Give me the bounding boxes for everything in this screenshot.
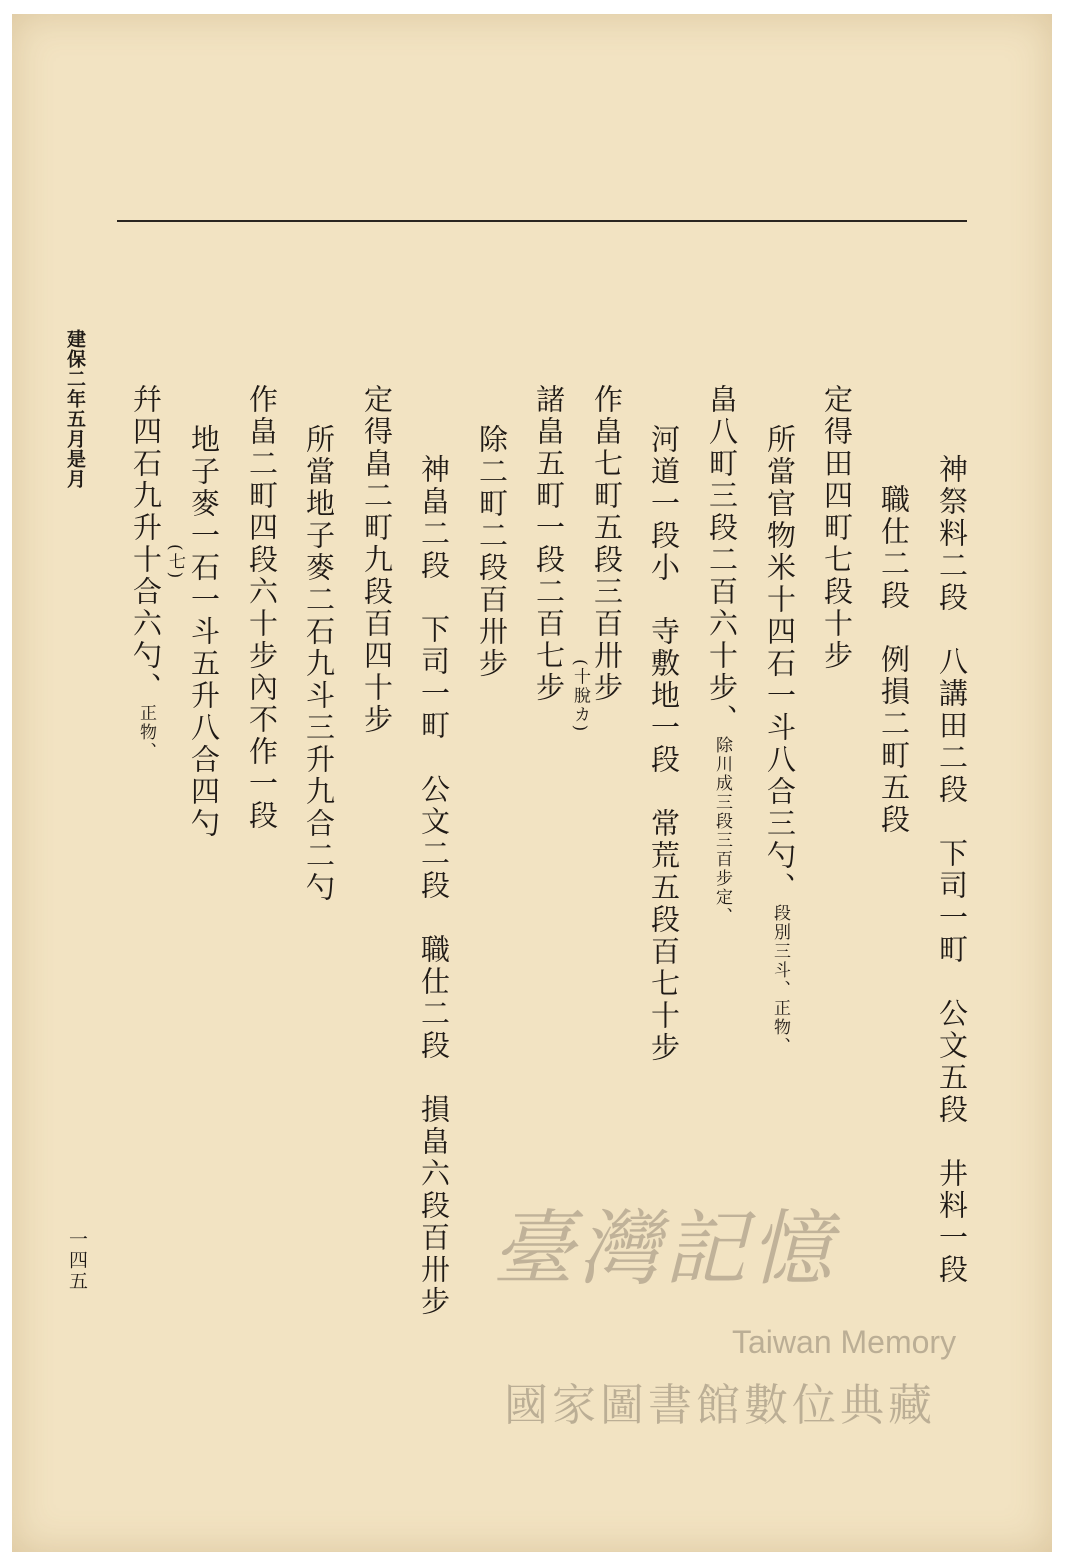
document-page xyxy=(12,14,1052,1552)
text-column-5: 畠八町三段二百六十步、除川成三段三百步定、 xyxy=(705,384,739,926)
watermark xyxy=(492,1184,1012,1444)
page-number: 一四五 xyxy=(66,1229,88,1292)
text-column-1: 神祭料二段 八講田二段 下司一町 公文五段 井料一段 xyxy=(935,454,969,1286)
watermark-english: Taiwan Memory xyxy=(732,1324,957,1360)
text-column-11: 定得畠二町九段百四十步 xyxy=(360,384,394,736)
text-column-4: 所當官物米十四石一斗八合三勺、段別三斗、正物、 xyxy=(763,424,797,1056)
text-column-6: 河道一段小 寺敷地一段 常荒五段百七十步 xyxy=(647,424,681,1064)
text-column-7: 作畠七町五段三百卅步 xyxy=(590,384,624,704)
margin-date-heading: 建保二年五月是月 xyxy=(64,329,86,489)
horizontal-rule xyxy=(117,220,967,222)
annotation: 正物、 xyxy=(136,704,156,761)
watermark-logo-text: 臺灣記憶 xyxy=(492,1202,836,1297)
text-column-10: 神畠二段 下司一町 公文二段 職仕二段 損畠六段百卅步 xyxy=(417,454,451,1318)
text-column-2: 職仕二段 例損二町五段 xyxy=(877,484,911,836)
text-column-14: 地子麥一石一斗五升八合四勺 xyxy=(187,424,221,840)
annotation: 除川成三段三百步定、 xyxy=(712,736,732,926)
annotation-column-14: (七) xyxy=(165,544,185,581)
text-column-9: 除二町二段百卅步 xyxy=(475,424,509,680)
watermark-library: 國家圖書館數位典藏 xyxy=(504,1380,936,1431)
annotation: 段別三斗、正物、 xyxy=(770,904,790,1056)
text-column-12: 所當地子麥二石九斗三升九合二勺 xyxy=(302,424,336,904)
text-column-15: 幷四石九升十合六勺、正物、 xyxy=(129,384,163,761)
text-column-3: 定得田四町七段十步 xyxy=(820,384,854,672)
annotation-column-7: (十脫カ) xyxy=(570,659,590,734)
text-column-13: 作畠二町四段六十步內不作一段 xyxy=(245,384,279,832)
text-column-8: 諸畠五町一段二百七步 xyxy=(532,384,566,704)
